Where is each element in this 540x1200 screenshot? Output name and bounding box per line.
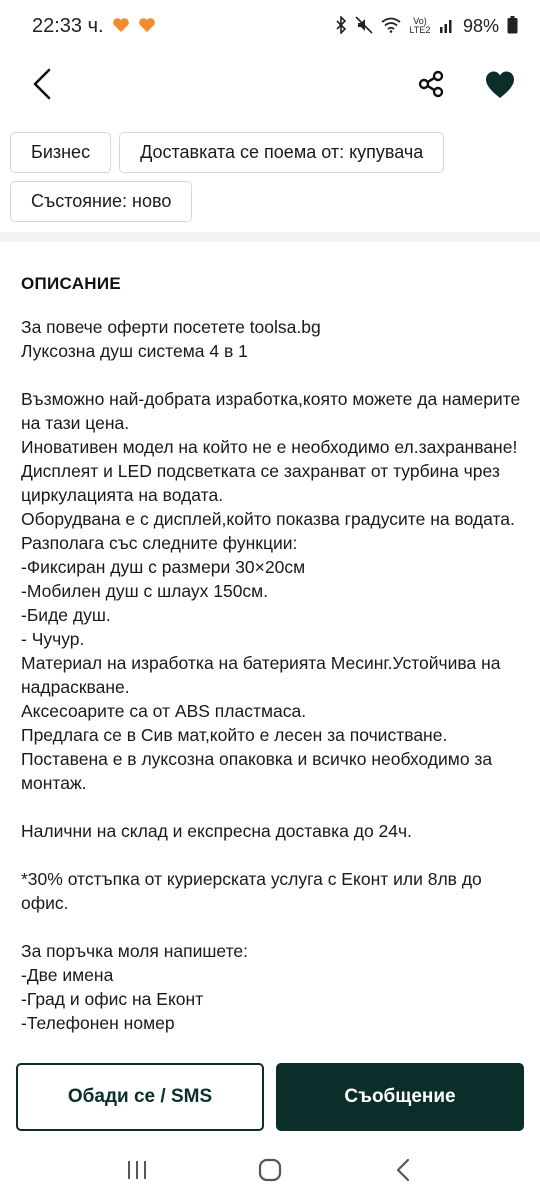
status-left (32, 15, 156, 38)
chevron-left-icon (32, 68, 52, 100)
section-divider (0, 232, 540, 242)
bluetooth-icon (335, 16, 347, 37)
status-bar (0, 0, 540, 52)
signal-icon (439, 17, 455, 36)
message-button[interactable]: Съобщение (276, 1063, 524, 1131)
heart-icon (484, 70, 516, 99)
description-title: ОПИСАНИЕ (21, 274, 122, 293)
chip-condition[interactable]: Състояние: ново (10, 181, 192, 222)
home-icon (258, 1158, 282, 1182)
mute-icon (355, 16, 373, 37)
chip-delivery[interactable]: Доставката се поема от: купувача (119, 132, 444, 173)
notification-heart-icon (112, 17, 130, 36)
wifi-icon (381, 17, 401, 36)
share-icon (417, 70, 445, 98)
home-button[interactable] (245, 1145, 295, 1195)
status-time: 22:33 ч. (32, 14, 104, 37)
recent-apps-icon (126, 1160, 148, 1180)
description-body: За повече оферти посетете toolsa.bg Луксозна душ система 4 в 1 Възможно най-добрата изработка,която можете да намерите на тази цена. Иновативен модел на който не е необходимо ел.захранване!Дисплеят и LED подсветката се захранват от турбина чрез циркулацията на водата. Оборудвана е с дисплей,който показва градусите на водата. Разполага със следните функции: -Фиксиран душ с размери 30×20см -Мобилен душ с шлаух 150см. -Биде душ. - Чучур. Материал на изработка на батерията Месинг.Устойчива на надраскване. Аксесоарите са от ABS пластмаса. Предлага се в Сив мат,който е лесен за почистване. Поставена е в луксозна опаковка и всичко необходимо за монтаж. Налични на склад и експресна доставка до 24ч. *30% отстъпка от куриерската услуга с Еконт или 8лв до офис. За поръчка моля напишете: -Две имена -Град и офис на Еконт -Телефонен номер (21, 317, 521, 1033)
favorite-button[interactable] (478, 62, 522, 106)
call-sms-button[interactable]: Обади се / SMS (16, 1063, 264, 1131)
system-navigation-bar (0, 1140, 540, 1200)
listing-tags (10, 132, 530, 222)
status-right (335, 16, 518, 37)
back-nav-button[interactable] (378, 1145, 428, 1195)
back-nav-icon (395, 1158, 411, 1182)
notification-heart-icon (138, 17, 156, 36)
action-bar (16, 1063, 524, 1131)
back-button[interactable] (22, 64, 62, 104)
app-bar (0, 52, 540, 114)
battery-percent: 98% (462, 15, 499, 36)
network-label: Vo) LTE2 (409, 16, 431, 35)
recent-apps-button[interactable] (112, 1145, 162, 1195)
description-section (21, 274, 526, 1060)
share-button[interactable] (410, 64, 452, 104)
battery-icon (507, 16, 518, 37)
chip-business[interactable]: Бизнес (10, 132, 111, 173)
